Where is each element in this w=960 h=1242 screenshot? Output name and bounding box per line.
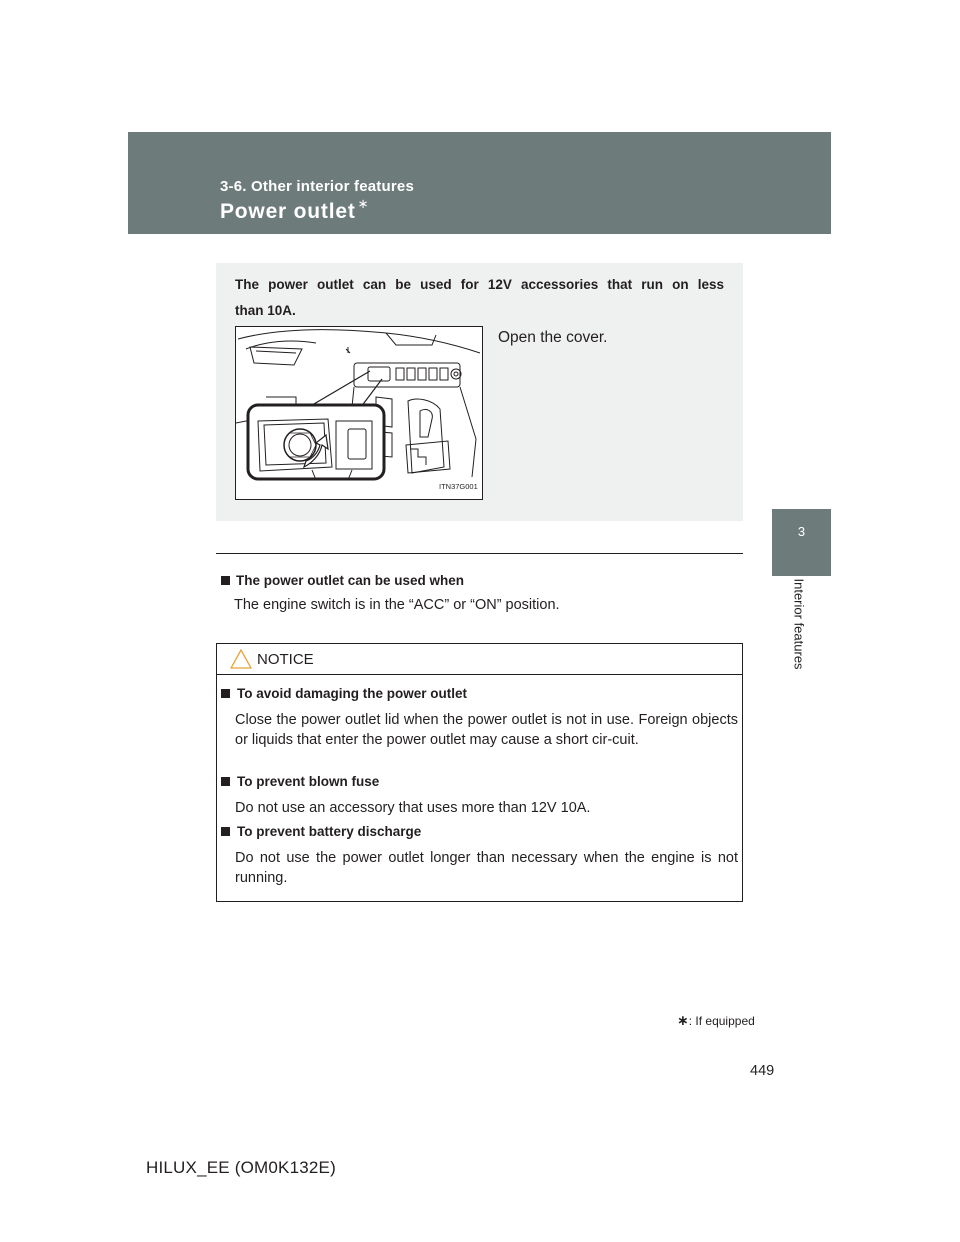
notice-item-heading <box>221 686 467 701</box>
chapter-label: Interior features <box>791 578 807 670</box>
footnote <box>677 1012 755 1029</box>
footnote-mark: ∗ <box>677 1012 689 1028</box>
notice-label: NOTICE <box>257 651 314 668</box>
page-title-text: Power outlet <box>220 200 356 223</box>
chapter-tab-label <box>785 578 809 723</box>
info-body: The engine switch is in the “ACC” or “ON” position. <box>234 597 560 613</box>
square-bullet-icon <box>221 576 230 585</box>
figure-code: ITN37G001 <box>439 482 478 491</box>
intro-line-2: than 10A. <box>235 303 296 318</box>
intro-box <box>216 263 743 521</box>
square-bullet-icon <box>221 689 230 698</box>
notice-item-heading-text: To prevent battery discharge <box>237 824 422 839</box>
footnote-text: : If equipped <box>688 1014 755 1028</box>
notice-header <box>217 644 742 675</box>
page-number: 449 <box>750 1063 775 1079</box>
notice-item-heading-text: To prevent blown fuse <box>237 774 380 789</box>
info-heading-text: The power outlet can be used when <box>236 573 465 588</box>
equipped-mark: ∗ <box>357 196 370 211</box>
chapter-header <box>128 132 831 234</box>
notice-item-heading <box>221 774 379 789</box>
chapter-tab <box>772 509 831 576</box>
section-divider <box>216 553 743 554</box>
notice-box <box>216 643 743 902</box>
dashboard-outlet-drawing <box>236 327 482 499</box>
warning-triangle-icon <box>230 649 252 669</box>
notice-item-body: Do not use the power outlet longer than necessary when the engine is not running. <box>235 850 738 886</box>
notice-item-heading-text: To avoid damaging the power outlet <box>237 686 468 701</box>
section-title: 3-6. Other interior features <box>220 178 414 195</box>
notice-item-heading <box>221 824 421 839</box>
chapter-number: 3 <box>797 524 806 539</box>
page-title <box>220 198 369 224</box>
notice-item-body: Close the power outlet lid when the power outlet is not in use. Foreign objects or liquids that enter the power outlet may cause a short cir-cuit. <box>235 712 738 748</box>
intro-line-1: The power outlet can be used for 12V accessories that run on less <box>235 277 724 292</box>
square-bullet-icon <box>221 827 230 836</box>
model-code: HILUX_EE (OM0K132E) <box>146 1158 336 1177</box>
notice-item-body: Do not use an accessory that uses more than 12V 10A. <box>235 800 591 816</box>
square-bullet-icon <box>221 777 230 786</box>
info-heading <box>221 573 464 588</box>
power-outlet-illustration <box>235 326 483 500</box>
figure-caption: Open the cover. <box>498 329 608 346</box>
